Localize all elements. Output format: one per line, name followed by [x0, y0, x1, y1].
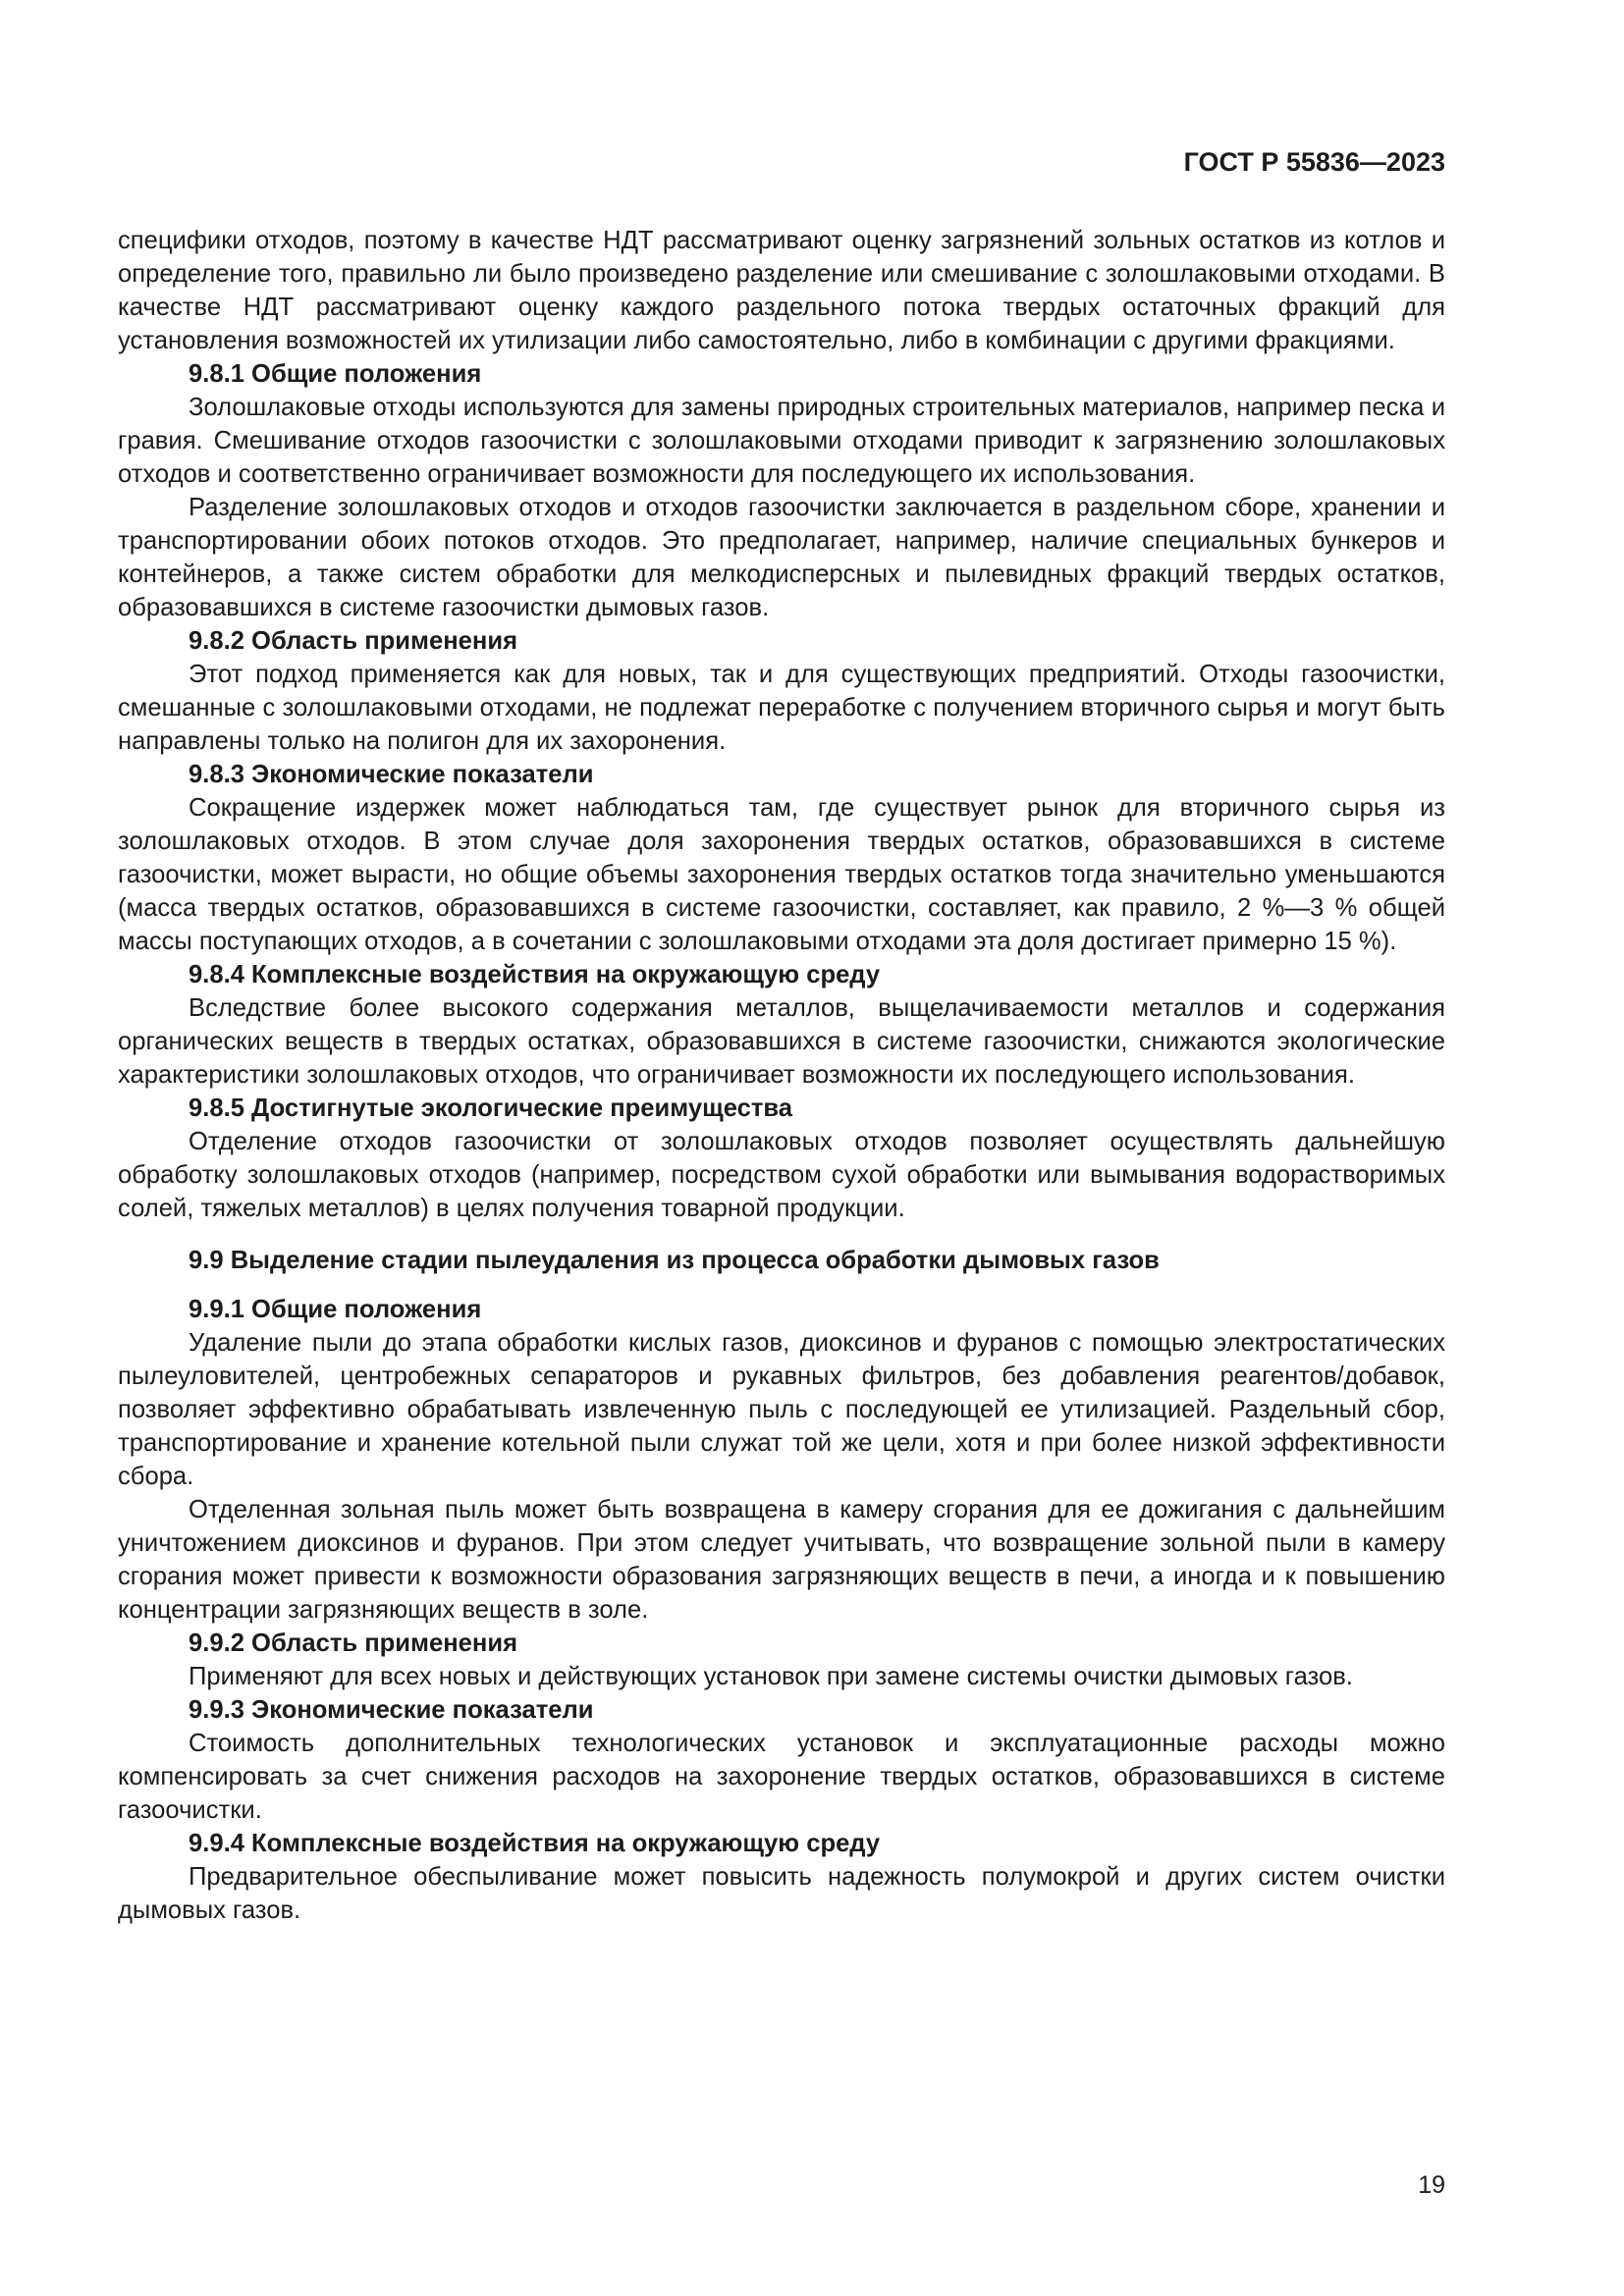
section-9-8-2-heading: 9.8.2 Область применения	[189, 627, 518, 655]
section-9-8-3-heading: 9.8.3 Экономические показатели	[189, 761, 594, 788]
intro-paragraph: специфики отходов, поэтому в качестве НДТ рассматривают оценку загрязнений зольных остатков из котлов и определение того, правильно ли было произведено разделение или смешивание с золошлаковыми отходами. В качестве НДТ рассматривают оценку каждого раздельного потока твердых остаточных фракций для установления возможностей их утилизации либо самостоятельно, либо в комбинации с другими фракциями.	[118, 227, 1445, 354]
section-9-9-4-heading: 9.9.4 Комплексные воздействия на окружающую среду	[189, 1830, 881, 1857]
section-9-8-4-paragraph-1: Вследствие более высокого содержания металлов, выщелачиваемости металлов и содержания органических веществ в твердых остатках, образовавшихся в системе газоочистки, снижаются экологические характеристики золошлаковых отходов, что ограничивает возможности их последующего использования.	[118, 994, 1445, 1089]
section-9-8-5-heading: 9.8.5 Достигнутые экологические преимущества	[189, 1095, 792, 1122]
section-9-8-4-heading: 9.8.4 Комплексные воздействия на окружающую среду	[189, 961, 881, 988]
page-number: 19	[1418, 2171, 1445, 2199]
section-9-9-heading: 9.9 Выделение стадии пылеудаления из процесса обработки дымовых газов	[189, 1247, 1160, 1274]
section-9-8-1-paragraph-1: Золошлаковые отходы используются для замены природных строительных материалов, например песка и гравия. Смешивание отходов газоочистки с золошлаковыми отходами приводит к загрязнению золошлаковых отходов и соответственно ограничивает возможности для последующего их использования.	[118, 394, 1445, 488]
section-9-9-2-paragraph-1: Применяют для всех новых и действующих установок при замене системы очистки дымовых газов.	[189, 1663, 1353, 1690]
section-9-8-3-paragraph-1: Сокращение издержек может наблюдаться там, где существует рынок для вторичного сырья из золошлаковых отходов. В этом случае доля захоронения твердых остатков, образовавшихся в системе газоочистки, может вырасти, но общие объемы захоронения твердых остатков тогда значительно уменьшаются (масса твердых остатков, образовавшихся в системе газоочистки, составляет, как правило, 2 %—3 % общей массы поступающих отходов, а в сочетании с золошлаковыми отходами эта доля достигает примерно 15 %).	[118, 794, 1445, 955]
section-9-9-1-heading: 9.9.1 Общие положения	[189, 1296, 482, 1323]
section-9-9-4-paragraph-1: Предварительное обеспыливание может повысить надежность полумокрой и других систем очистки дымовых газов.	[118, 1863, 1445, 1924]
document-header-id: ГОСТ Р 55836—2023	[1183, 147, 1445, 177]
document-body	[118, 224, 1445, 1927]
section-9-8-1-heading: 9.8.1 Общие положения	[189, 360, 482, 388]
section-9-9-2-heading: 9.9.2 Область применения	[189, 1629, 518, 1657]
section-9-9-1-paragraph-1: Удаление пыли до этапа обработки кислых газов, диоксинов и фуранов с помощью электростатических пылеуловителей, центробежных сепараторов и рукавных фильтров, без добавления реагентов/добавок, позволяет эффективно обрабатывать извлеченную пыль с последующей ее утилизацией. Раздельный сбор, транспортирование и хранение котельной пыли служат той же цели, хотя и при более низкой эффективности сбора.	[118, 1329, 1445, 1490]
section-9-9-1-paragraph-2: Отделенная зольная пыль может быть возвращена в камеру сгорания для ее дожигания с дальнейшим уничтожением диоксинов и фуранов. При этом следует учитывать, что возвращение зольной пыли в камеру сгорания может привести к возможности образования загрязняющих веществ в печи, а иногда и к повышению концентрации загрязняющих веществ в золе.	[118, 1496, 1445, 1624]
section-9-8-2-paragraph-1: Этот подход применяется как для новых, так и для существующих предприятий. Отходы газоочистки, смешанные с золошлаковыми отходами, не подлежат переработке с получением вторичного сырья и могут быть направлены только на полигон для их захоронения.	[118, 661, 1445, 755]
section-9-9-3-paragraph-1: Стоимость дополнительных технологических установок и эксплуатационные расходы можно компенсировать за счет снижения расходов на захоронение твердых остатков, образовавшихся в системе газоочистки.	[118, 1730, 1445, 1824]
section-9-9-3-heading: 9.9.3 Экономические показатели	[189, 1696, 594, 1724]
section-9-8-5-paragraph-1: Отделение отходов газоочистки от золошлаковых отходов позволяет осуществлять дальнейшую обработку золошлаковых отходов (например, посредством сухой обработки или вымывания водорастворимых солей, тяжелых металлов) в целях получения товарной продукции.	[118, 1128, 1445, 1222]
section-9-8-1-paragraph-2: Разделение золошлаковых отходов и отходов газоочистки заключается в раздельном сборе, хранении и транспортировании обоих потоков отходов. Это предполагает, например, наличие специальных бункеров и контейнеров, а также систем обработки для мелкодисперсных и пылевидных фракций твердых остатков, образовавшихся в системе газоочистки дымовых газов.	[118, 494, 1445, 621]
